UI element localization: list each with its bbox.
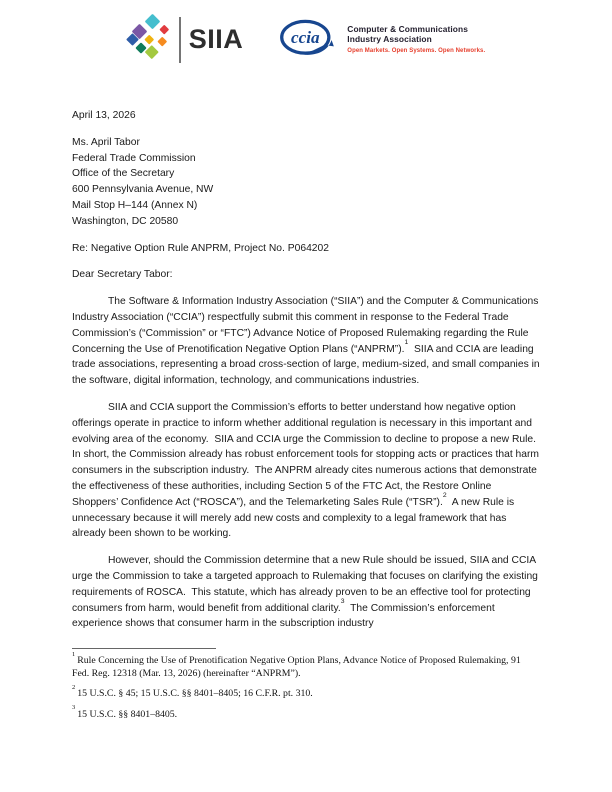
footnote-separator	[72, 648, 216, 649]
siia-diamond	[159, 24, 168, 33]
footnote-text: 15 U.S.C. § 45; 15 U.S.C. §§ 8401–8405; 16 C.F.R. pt. 310.	[77, 688, 313, 699]
footnote	[72, 683, 540, 701]
body-paragraph: The Software & Information Industry Association (“SIIA”) and the Computer & Communications Industry Association (“CCIA”) respectfully submit this comment in response to the Federal Trade Commission’s (“Commission” or “FTC”) Advance Notice of Proposed Rulemaking regarding the Rule Concerning the Use of Prenotification Negative Option Plans (“ANPRM”).$^1$ SIIA and CCIA are leading trade associations, representing a broad cross-section of large, medium-sized, and small companies in the software, digital information, technology, and communications industries.	[72, 296, 543, 387]
footnote-marker: 3	[72, 704, 76, 712]
siia-diamond	[145, 13, 161, 29]
ccia-org-name-line2: Industry Association	[347, 33, 432, 44]
body-paragraph: SIIA and CCIA support the Commission’s efforts to better understand how negative option offerings operate in practice to inform whether additional regulation is necessary in this important and evolving area of the economy. SIIA and CCIA urge the Commission to decline to propose a new Rule. In short, the Commission already has robust enforcement tools for stopping acts or practices that harm consumers in the subscription industry. The ANPRM already cites numerous actions that demonstrate the effectiveness of these authorities, including Section 5 of the FTC Act, the Restore Online Shoppers’ Confidence Act (“ROSCA”), and the Telemarketing Sales Rule (“TSR”).$^2$ A new Rule is unnecessary because it will merely add new costs and complexity to a legal framework that has already been shown to be working.	[72, 401, 542, 540]
address-line: 600 Pennsylvania Avenue, NW	[72, 184, 214, 196]
address-line: Office of the Secretary	[72, 168, 175, 180]
salutation: Dear Secretary Tabor:	[72, 269, 173, 281]
address-line: Federal Trade Commission	[72, 152, 196, 164]
letter-date: April 13, 2026	[72, 110, 136, 121]
ccia-oval-icon	[279, 18, 337, 62]
footnote-marker: 2	[72, 683, 76, 691]
siia-wordmark: SIIA	[188, 24, 244, 54]
footnote	[72, 704, 540, 722]
address-line: Washington, DC 20580	[72, 215, 179, 227]
siia-diamond	[158, 37, 167, 46]
siia-logo-divider	[179, 17, 181, 63]
address-line: Mail Stop H–144 (Annex N)	[72, 199, 198, 211]
body-paragraph: However, should the Commission determine that a new Rule should be issued, SIIA and CCIA urge the Commission to take a targeted approach to Rulemaking that focuses on clarifying the existing requirements of ROSCA. This statute, which has already proven to be an effective tool for protecting consumers from harm, would benefit from additional clarity.$^3$ The Commission’s enforcement experience shows that consumer harm in the subscription industry	[72, 555, 541, 630]
footnotes-section	[72, 648, 540, 729]
ccia-tagline: Open Markets. Open Systems. Open Networks.	[347, 48, 486, 55]
ccia-logo	[279, 18, 485, 62]
siia-logo	[127, 13, 244, 66]
svg-text:ccia: ccia	[291, 27, 320, 47]
footnote-text: Rule Concerning the Use of Prenotification Negative Option Plans, Advance Notice of Proposed Rulemaking, 91 Fed. Reg. 12318 (Mar. 13, 2026) (hereinafter “ANPRM”).	[72, 655, 524, 679]
footnote	[72, 650, 540, 680]
header-logos	[0, 13, 612, 66]
letter-body	[72, 108, 543, 643]
footnote-text: 15 U.S.C. §§ 8401–8405.	[77, 708, 178, 720]
ccia-org-name-line1: Computer & Communications	[347, 23, 468, 34]
address-line: Ms. April Tabor	[72, 136, 140, 148]
recipient-address	[72, 135, 540, 230]
siia-diamond	[145, 45, 158, 58]
siia-diamond	[145, 35, 154, 44]
ccia-text-block	[347, 25, 485, 54]
siia-diamond-mosaic-icon	[127, 13, 173, 66]
subject-line: Re: Negative Option Rule ANPRM, Project No. P064202	[72, 242, 329, 254]
footnote-marker: 1	[72, 650, 76, 658]
